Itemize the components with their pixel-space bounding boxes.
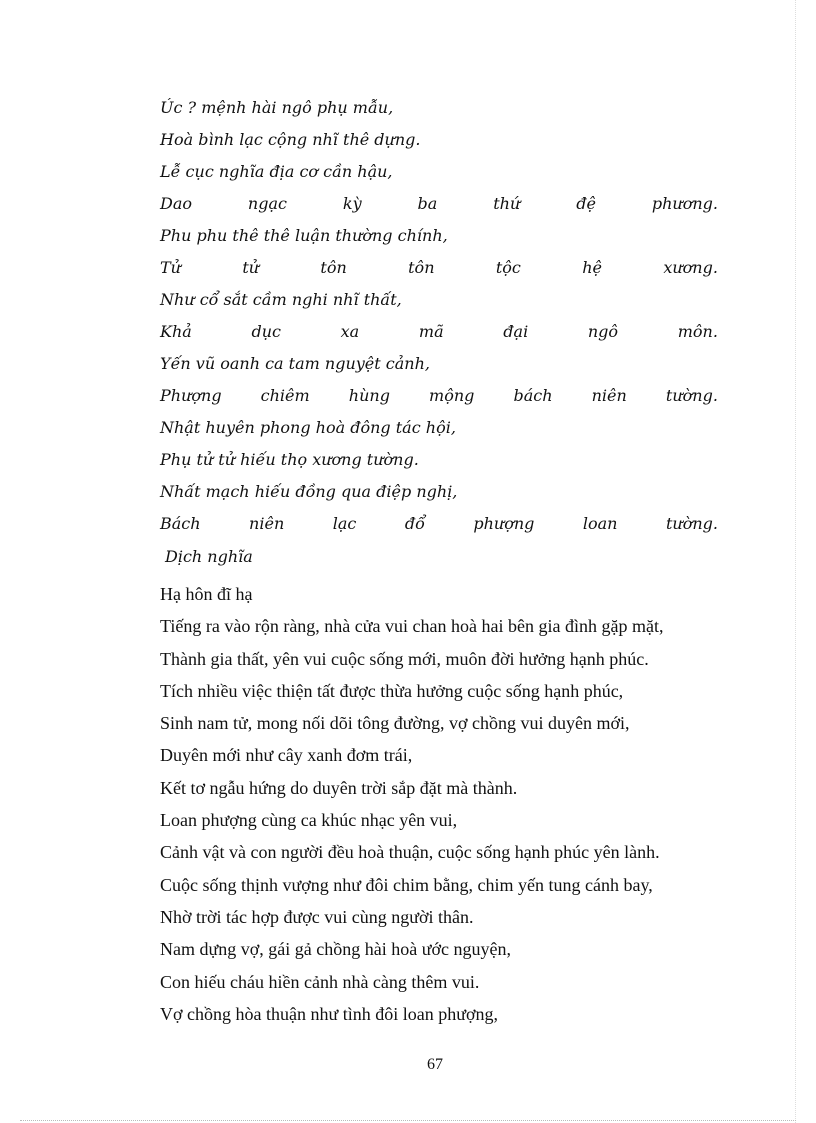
- translation-line: Vợ chồng hòa thuận như tình đôi loan phượng,: [160, 1003, 499, 1024]
- verse-word: Bách: [160, 514, 201, 533]
- verse-word: đệ: [576, 194, 596, 213]
- verse-word: Khả: [160, 322, 192, 341]
- verse-word: tử: [242, 258, 260, 277]
- verse-word: mã: [418, 322, 444, 341]
- verse-word: Phượng: [160, 386, 222, 405]
- verse-line: [160, 252, 718, 284]
- verse-word: lạc: [332, 514, 357, 533]
- translation-line: Cảnh vật và con người đều hoà thuận, cuộc sống hạnh phúc yên lành.: [160, 842, 660, 863]
- translation-line: Cuộc sống thịnh vượng như đôi chim bằng, chim yến tung cánh bay,: [160, 874, 653, 895]
- verse-line: Hoà bình lạc cộng nhĩ thê dựng.: [160, 130, 421, 149]
- verse-word: đại: [503, 322, 529, 341]
- verse-word: kỳ: [342, 194, 362, 213]
- verse-word: chiêm: [260, 386, 310, 405]
- verse-word: xa: [340, 322, 360, 341]
- verse-line: Úc ? mệnh hài ngô phụ mẫu,: [160, 98, 394, 117]
- translation-line: Nhờ trời tác hợp được vui cùng người thân.: [160, 906, 474, 927]
- translation-line: Sinh nam tử, mong nối dõi tông đường, vợ chồng vui duyên mới,: [160, 713, 630, 734]
- verse-line: Yến vũ oanh ca tam nguyệt cảnh,: [160, 354, 430, 373]
- verse-line: Nhật huyên phong hoà đông tác hội,: [160, 418, 456, 437]
- verse-word: bách: [513, 386, 553, 405]
- translation-line: Kết tơ ngẫu hứng do duyên trời sắp đặt mà thành.: [160, 777, 518, 798]
- translation-line: Duyên mới như cây xanh đơm trái,: [160, 745, 413, 766]
- verse-word: hệ: [582, 258, 602, 277]
- verse-line: Như cổ sắt cầm nghi nhĩ thất,: [160, 290, 402, 309]
- translation-line: Con hiếu cháu hiền cảnh nhà càng thêm vui.: [160, 971, 480, 992]
- verse-word: thứ: [493, 194, 521, 213]
- translation-title: Hạ hôn đĩ hạ: [160, 584, 253, 604]
- translation-block: [160, 578, 740, 1030]
- translation-line: Loan phượng cùng ca khúc nhạc yên vui,: [160, 810, 458, 831]
- translation-heading: Dịch nghĩa: [165, 547, 253, 566]
- verse-word: dục: [251, 322, 281, 341]
- verse-word: xương.: [663, 258, 718, 277]
- verse-word: Tử: [160, 258, 181, 277]
- verse-word: hùng: [348, 386, 390, 405]
- verse-word: phượng: [473, 514, 535, 533]
- verse-word: ngô: [587, 322, 619, 341]
- page-bottom-divider: [20, 1120, 796, 1121]
- verse-word: mộng: [429, 386, 475, 405]
- verse-word: tường.: [665, 386, 718, 405]
- verse-line: Nhất mạch hiếu đồng qua điệp nghị,: [160, 482, 458, 501]
- verse-line: [160, 188, 718, 220]
- translation-line: Tích nhiều việc thiện tất được thừa hưởng cuộc sống hạnh phúc,: [160, 680, 624, 701]
- verse-word: tôn: [408, 258, 435, 277]
- verse-word: tộc: [495, 258, 521, 277]
- verse-block: [160, 92, 718, 540]
- verse-word: môn.: [677, 322, 718, 341]
- translation-line: Thành gia thất, yên vui cuộc sống mới, muôn đời hưởng hạnh phúc.: [160, 648, 649, 669]
- verse-line: [160, 380, 718, 412]
- verse-word: ba: [417, 194, 438, 213]
- verse-word: tôn: [320, 258, 347, 277]
- translation-line: Tiếng ra vào rộn ràng, nhà cửa vui chan hoà hai bên gia đình gặp mặt,: [160, 616, 664, 637]
- verse-word: đổ: [404, 514, 425, 533]
- verse-word: niên: [249, 514, 285, 533]
- page-number: 67: [427, 1056, 443, 1073]
- page-edge-divider: [795, 0, 796, 1123]
- verse-line: Lễ cục nghĩa địa cơ cần hậu,: [160, 162, 393, 181]
- verse-word: loan: [582, 514, 618, 533]
- verse-word: tường.: [665, 514, 718, 533]
- verse-word: phương.: [651, 194, 718, 213]
- verse-line: [160, 508, 718, 540]
- verse-line: [160, 316, 718, 348]
- verse-line: Phụ tử tử hiếu thọ xương tường.: [160, 450, 419, 469]
- verse-word: niên: [591, 386, 627, 405]
- translation-line: Nam dựng vợ, gái gả chồng hài hoà ước nguyện,: [160, 939, 511, 960]
- verse-word: ngạc: [247, 194, 287, 213]
- verse-line: Phu phu thê thê luận thường chính,: [160, 226, 448, 245]
- verse-word: Dao: [160, 194, 192, 213]
